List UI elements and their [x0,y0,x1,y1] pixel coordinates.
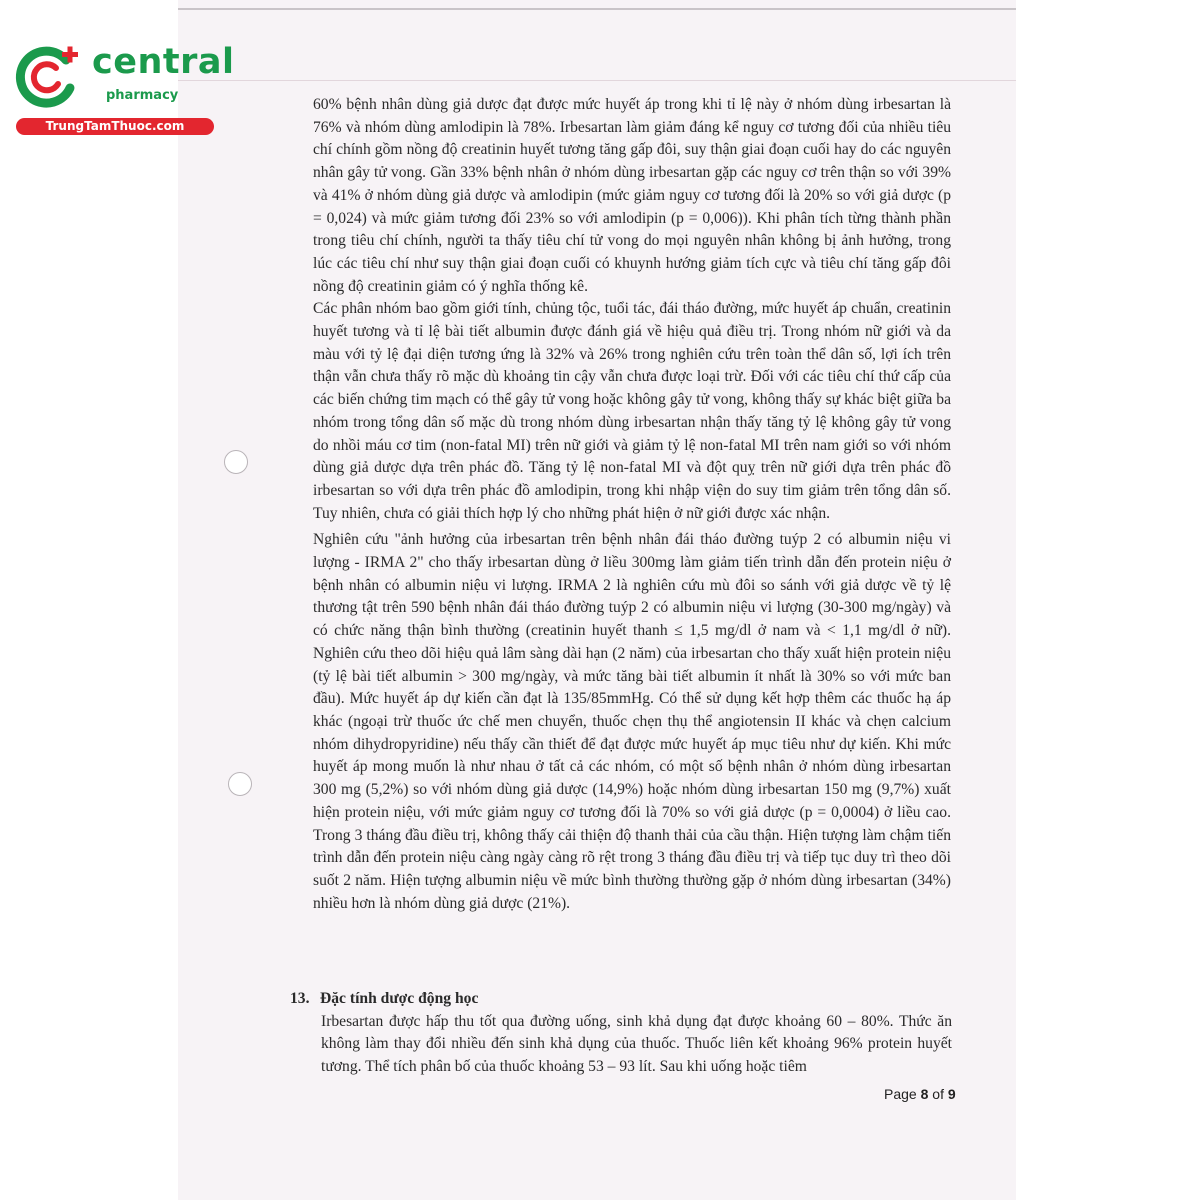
section-title: Đặc tính dược động học [320,990,479,1007]
page-number [884,1086,956,1102]
document-body [313,94,951,915]
section-heading [290,988,952,1011]
paragraph-subgroups: Các phân nhóm bao gồm giới tính, chủng tộc, tuổi tác, đái tháo đường, mức huyết áp chuẩn, creatinin huyết tương và tỉ lệ bài tiết albumin được đánh giá về hiệu quả điều trị. Trong nhóm nữ giới và da màu với tỷ lệ đại diện tương ứng là 32% và 26% trong nghiên cứu trên toàn thể dân số, lợi ích trên thận vẫn chưa thấy rõ mặc dù khoảng tin cậy vẫn chưa được loại trừ. Đối với các tiêu chí thứ cấp của các biến chứng tim mạch có thể gây tử vong hoặc không gây tử vong, không thấy sự khác biệt giữa ba nhóm trong tổng dân số mặc dù trong nhóm dùng irbesartan nhận thấy tăng tỷ lệ không gây tử vong do nhồi máu cơ tim (non-fatal MI) trên nữ giới và giảm tỷ lệ non-fatal MI trên nam giới so với nhóm dùng giả dược dựa trên phác đồ. Tăng tỷ lệ non-fatal MI và đột quỵ trên nữ giới dựa trên phác đồ irbesartan so với dựa trên phác đồ amlodipin, trong khi nhập viện do suy tim giảm trên tổng dân số. Tuy nhiên, chưa có giải thích hợp lý cho những phát hiện ở nữ giới được xác nhận. [313,300,951,522]
page-top-edge [178,8,1016,10]
punch-hole [224,450,248,474]
of-word: of [932,1086,944,1102]
section-number: 13. [290,990,310,1007]
logo-brand-name: central [92,42,235,82]
total-pages: 9 [947,1086,956,1102]
current-page: 8 [920,1086,929,1102]
section-13 [290,988,952,1079]
section-text: Irbesartan được hấp thu tốt qua đường uống, sinh khả dụng đạt được khoảng 60 – 80%. Thức ăn không làm thay đổi nhiều đến sinh khả dụng của thuốc. Thuốc liên kết khoảng 96% protein huyết tương. Thể tích phân bố của thuốc khoảng 53 – 93 lít. Sau khi uống hoặc tiêm [321,1012,952,1076]
punch-hole [228,772,252,796]
central-pharmacy-logo [6,36,235,136]
logo-subtitle: pharmacy [106,88,179,103]
page-word: Page [884,1086,917,1102]
paragraph-results: 60% bệnh nhân dùng giả dược đạt được mức huyết áp trong khi tỉ lệ này ở nhóm dùng irbesartan là 76% và nhóm dùng amlodipin là 78%. Irbesartan làm giảm đáng kể nguy cơ tương đối của nhiều tiêu chí chính gồm nồng độ creatinin huyết tương tăng gấp đôi, suy thận giai đoạn cuối hay do các nguyên nhân gây tử vong. Gần 33% bệnh nhân ở nhóm dùng irbesartan gặp các nguy cơ trên thận so với 39% và 41% ở nhóm dùng giả dược và amlodipin (mức giảm nguy cơ tương đối là 20% so với giả dược (p = 0,024) và mức giảm tương đối 23% so với amlodipin (p = 0,006)). Khi phân tích từng thành phần trong tiêu chí chính, người ta thấy tiêu chí tử vong do mọi nguyên nhân không bị ảnh hưởng, trong lúc các tiêu chí như suy thận giai đoạn cuối có khuynh hướng giảm tích cực và tiêu chí tăng gấp đôi nồng độ creatinin giảm có ý nghĩa thống kê. [313,96,951,295]
paragraph-irma2: Nghiên cứu "ảnh hưởng của irbesartan trên bệnh nhân đái tháo đường tuýp 2 có albumin niệu vi lượng - IRMA 2" cho thấy irbesartan dùng ở liều 300mg làm giảm tiến trình dẫn đến protein niệu ở bệnh nhân có albumin niệu vi lượng. IRMA 2 là nghiên cứu mù đôi so sánh với giả dược về tỷ lệ thương tật trên 590 bệnh nhân đái tháo đường tuýp 2 có albumin niệu vi lượng (30-300 mg/ngày) và có chức năng thận bình thường (creatinin huyết thanh ≤ 1,5 mg/dl ở nam và < 1,1 mg/dl ở nữ). Nghiên cứu theo dõi hiệu quả lâm sàng dài hạn (2 năm) của irbesartan cho thấy xuất hiện protein niệu (tỷ lệ bài tiết albumin > 300 mg/ngày, và mức tăng bài tiết albumin ít nhất là 30% so với mức ban đầu). Mức huyết áp dự kiến cần đạt là 135/85mmHg. Có thể sử dụng kết hợp thêm các thuốc hạ áp khác (ngoại trừ thuốc ức chế men chuyển, thuốc chẹn thụ thể angiotensin II khác và chẹn calcium nhóm dihydropyridine) nếu thấy cần thiết để đạt được mức huyết áp mục tiêu như dự kiến. Khi mức huyết áp mong muốn là như nhau ở tất cả các nhóm, có một số bệnh nhân ở nhóm dùng irbesartan 300 mg (5,2%) so với nhóm dùng giả dược (14,9%) hoặc nhóm dùng irbesartan 150 mg (9,7%) xuất hiện protein niệu, với mức giảm nguy cơ tương đối là 70% so với giả dược (p = 0,0004) ở liều cao. Trong 3 tháng đầu điều trị, không thấy cải thiện độ thanh thải của cầu thận. Hiện tượng làm chậm tiến trình dẫn đến protein niệu càng ngày càng rõ rệt trong 3 tháng đầu điều trị và tiếp tục duy trì theo dõi suốt 2 năm. Hiện tượng albumin niệu về mức bình thường thường gặp ở nhóm dùng irbesartan (34%) nhiều hơn là nhóm dùng giả dược (21%). [313,531,951,912]
pharmacy-cross-icon [12,40,84,112]
logo-url-badge: TrungTamThuoc.com [16,118,214,135]
header-rule [178,80,1016,81]
